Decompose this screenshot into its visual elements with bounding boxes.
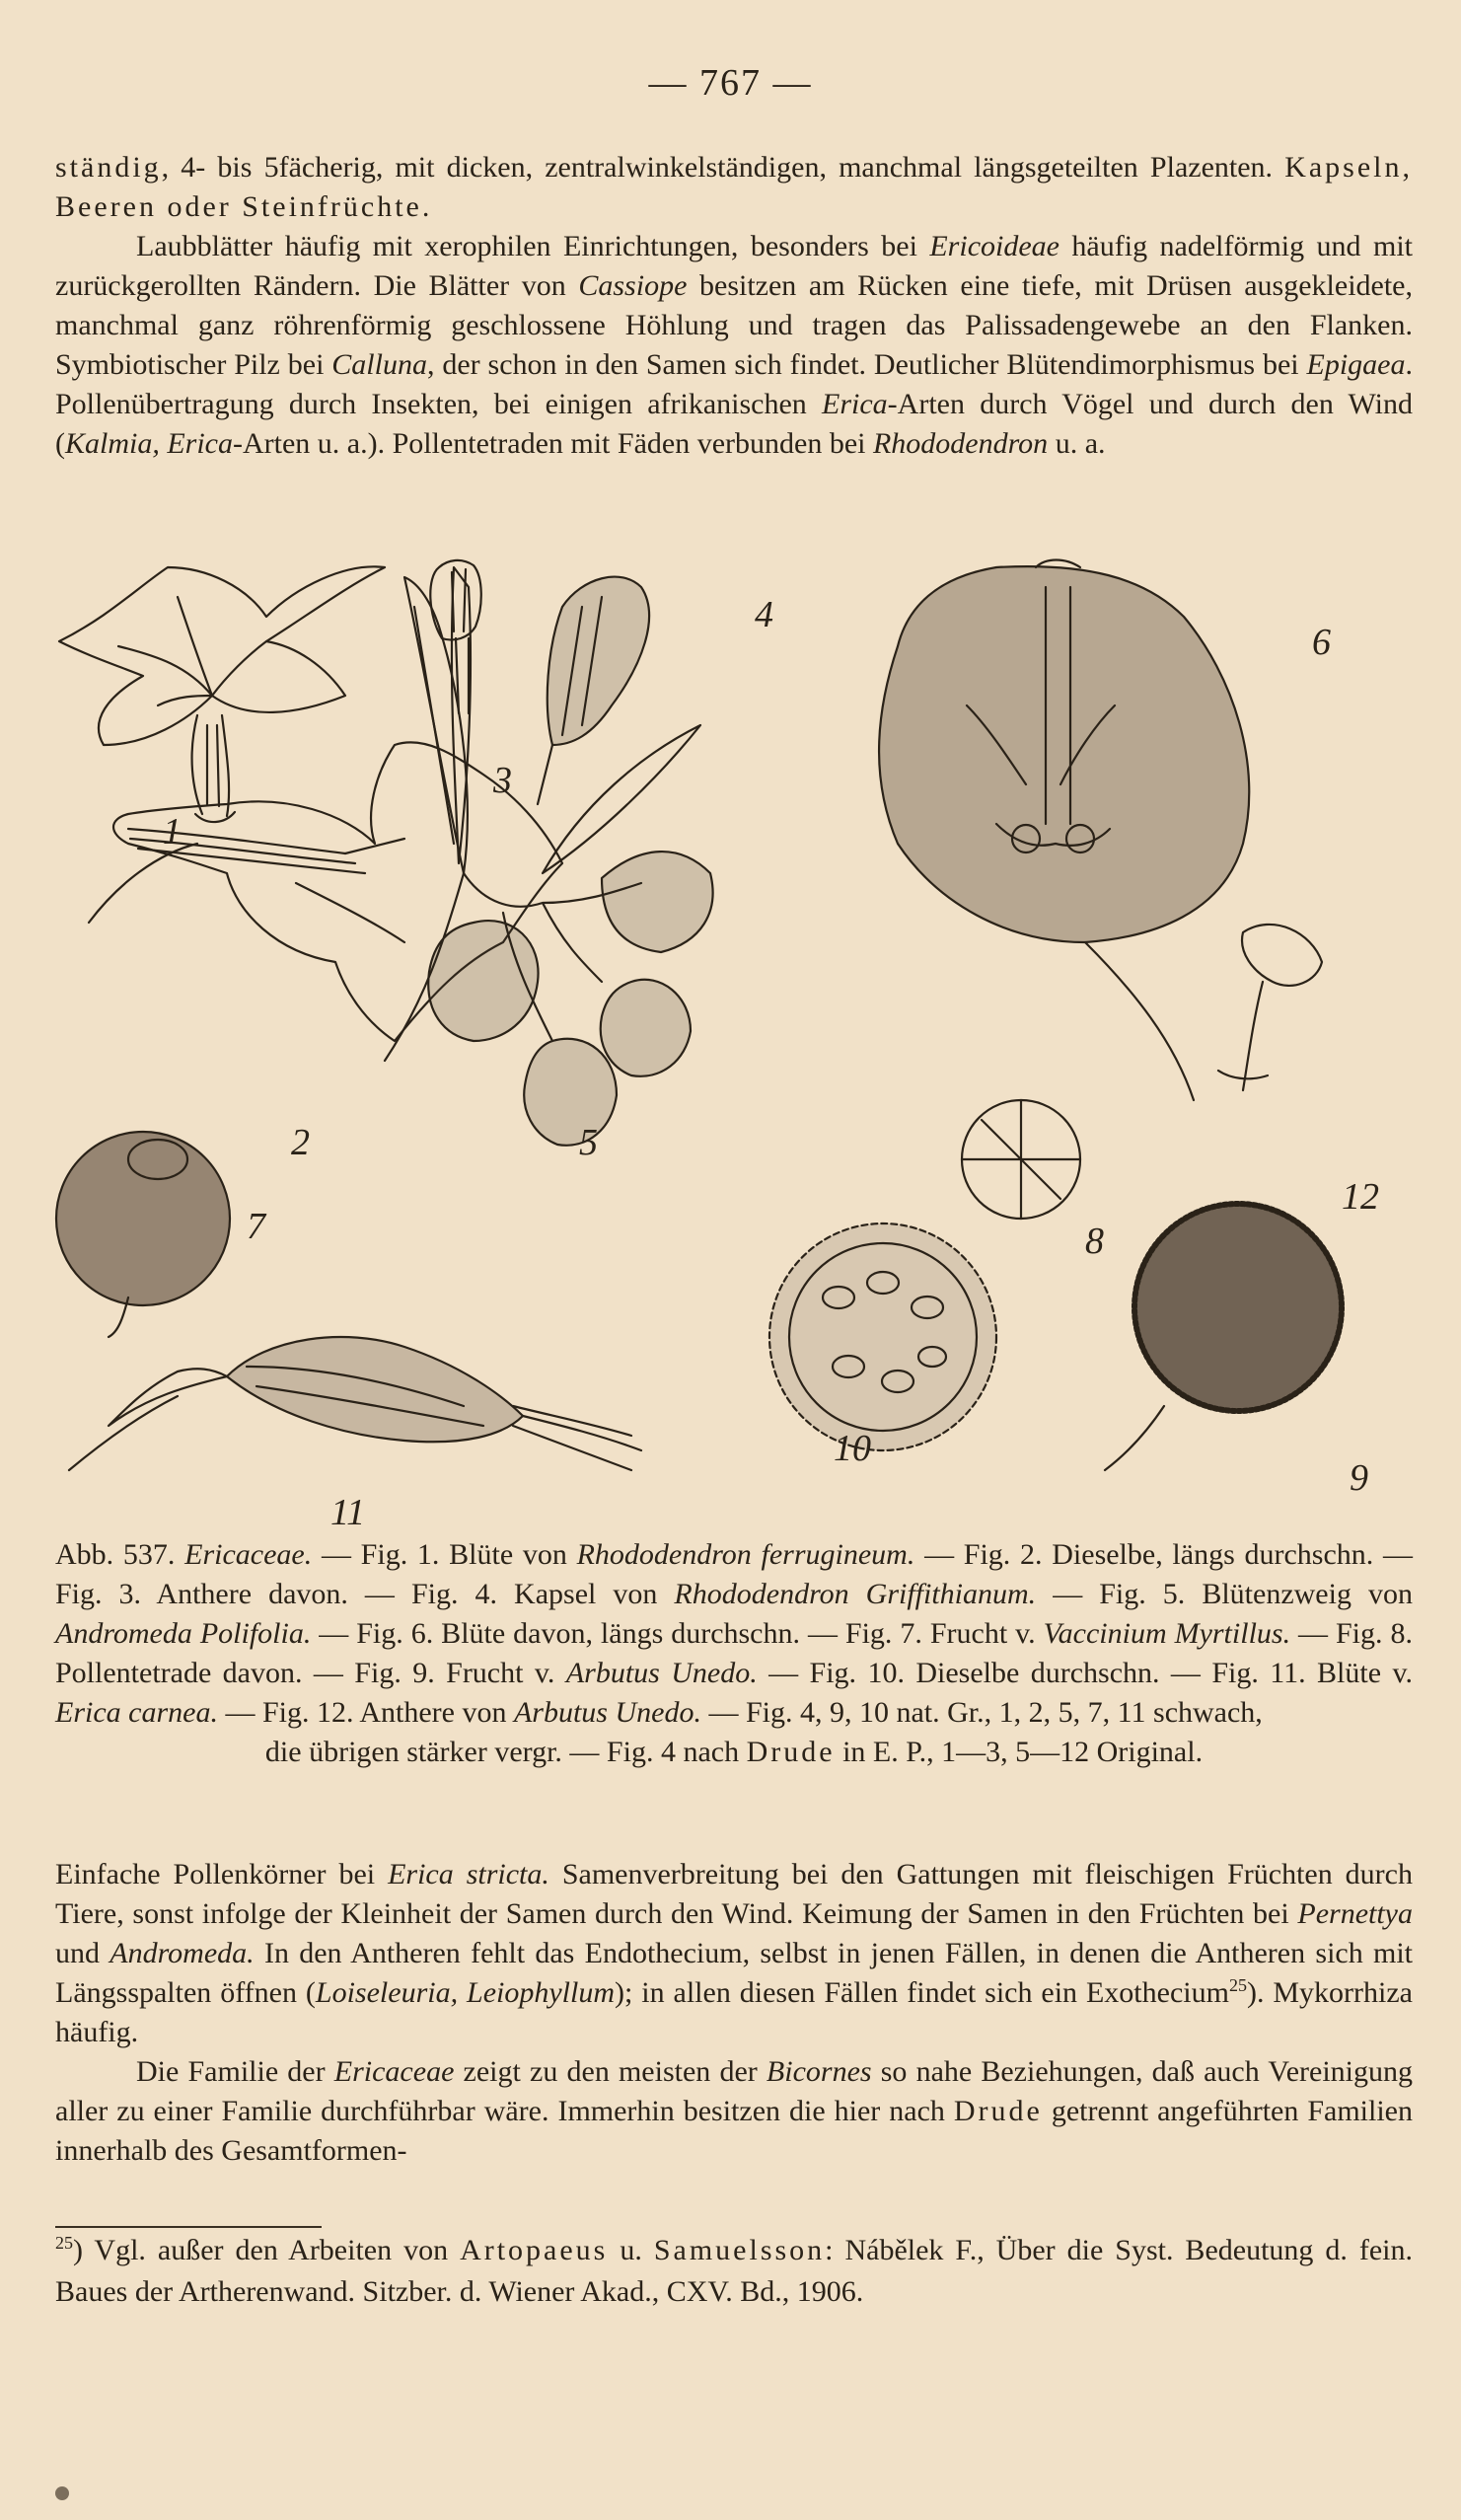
footnote-rule (55, 2226, 322, 2228)
figure-label-8: 8 (1085, 1221, 1104, 1262)
print-speck (55, 2486, 69, 2500)
figure-label-10: 10 (834, 1428, 871, 1469)
fig-1-flower (59, 566, 385, 822)
fig-5-flowering-branch (385, 567, 713, 1146)
fig-11-flower (69, 1337, 641, 1470)
intro-paragraph-2: Laubblätter häufig mit xerophilen Einrichtungen, besonders bei Ericoideae häufig nadelförmig und mit zurückgerollten Rändern. Die Blätter von Cassiope besitzen am Rücken eine tiefe, mit Drüsen ausgekleidete, manchmal ganz röhrenförmig geschlossene Höhlung und tragen das Palissadengewebe an den Flanken. Symbiotischer Pilz bei Calluna, der schon in den Samen sich findet. Deutlicher Blütendimorphismus bei Epigaea. Pollenübertragung durch Insekten, bei einigen afrikanischen Erica-Arten durch Vögel und durch den Wind (Kalmia, Erica-Arten u. a.). Pollentetraden mit Fäden verbunden bei Rhododendron u. a. (55, 230, 1414, 460)
fig-10-fruit-section (769, 1223, 996, 1450)
figure-label-7: 7 (247, 1206, 265, 1247)
intro-paragraph-1: ständig, 4- bis 5fächerig, mit dicken, zentralwinkelständigen, manchmal längsgeteilten Plazenten. Kapseln, Beeren oder Steinfrüchte. (55, 151, 1413, 223)
figure-label-5: 5 (579, 1122, 598, 1163)
fig-8-pollen-tetrad (962, 1100, 1080, 1219)
lower-text (55, 1855, 1413, 2171)
figure-label-9: 9 (1350, 1457, 1368, 1499)
fig-12-anther (1218, 925, 1322, 1090)
fig-9-fruit (1105, 1204, 1342, 1470)
caption-last-line: die übrigen stärker vergr. — Fig. 4 nach Drude in E. P., 1—3, 5—12 Original. (264, 1736, 1204, 1768)
figure-label-4: 4 (755, 594, 773, 635)
fig-6-flower-section (879, 560, 1249, 1101)
intro-text (55, 148, 1413, 464)
page-number: — 767 — (648, 62, 813, 104)
lower-paragraph-1: Einfache Pollenkörner bei Erica stricta. Samenverbreitung bei den Gattungen mit fleischigen Früchten durch Tiere, sonst infolge der Kleinheit der Samen durch den Wind. Keimung der Samen in den Früchten bei Pernettya und Andromeda. In den Antheren fehlt das Endothecium, selbst in jenen Fällen, in denen die Antheren sich mit Längsspalten öffnen (Loiseleuria, Leiophyllum); in allen diesen Fällen findet sich ein Exothecium$^{25}$). Mykorrhiza häufig. (55, 1858, 1414, 2048)
fig-7-fruit (56, 1132, 230, 1337)
botanical-illustration (49, 548, 1421, 1529)
lower-paragraph-2: Die Familie der Ericaceae zeigt zu den meisten der Bicornes so nahe Beziehungen, daß auch Vereinigung aller zu einer Familie durchführbar wäre. Immerhin besitzen die hier nach Drude getrennt angeführten Familien innerhalb des Gesamtformen- (55, 2055, 1414, 2167)
figure-label-1: 1 (163, 811, 182, 852)
figure-caption: Abb. 537. Ericaceae. — Fig. 1. Blüte von Rhododendron ferrugineum. — Fig. 2. Dieselbe, längs durchschn. — Fig. 3. Anthere davon. — Fig. 4. Kapsel von Rhododendron Griffithianum. — Fig. 5. Blütenzweig von Andromeda Polifolia. — Fig. 6. Blüte davon, längs durchschn. — Fig. 7. Frucht v. Vaccinium Myrtillus. — Fig. 8. Pollentetrade davon. — Fig. 9. Frucht v. Arbutus Unedo. — Fig. 10. Dieselbe durchschn. — Fig. 11. Blüte v. Erica carnea. — Fig. 12. Anthere von Arbutus Unedo. — Fig. 4, 9, 10 nat. Gr., 1, 2, 5, 7, 11 schwach, die übrigen stärker vergr. — Fig. 4 nach Drude in E. P., 1—3, 5—12 Original. (55, 1535, 1413, 1772)
figure-label-3: 3 (493, 760, 512, 801)
footnote: $^{25}$) Vgl. außer den Arbeiten von Artopaeus u. Samuelsson: Nábělek F., Über die Syst. Bedeutung d. fein. Baues der Artherenwand. Sitzber. d. Wiener Akad., CXV. Bd., 1906. (55, 2233, 1414, 2308)
figure-label-2: 2 (291, 1122, 310, 1163)
figure-label-12: 12 (1342, 1176, 1379, 1218)
figure-label-6: 6 (1312, 622, 1331, 663)
figure-label-11: 11 (330, 1492, 366, 1529)
